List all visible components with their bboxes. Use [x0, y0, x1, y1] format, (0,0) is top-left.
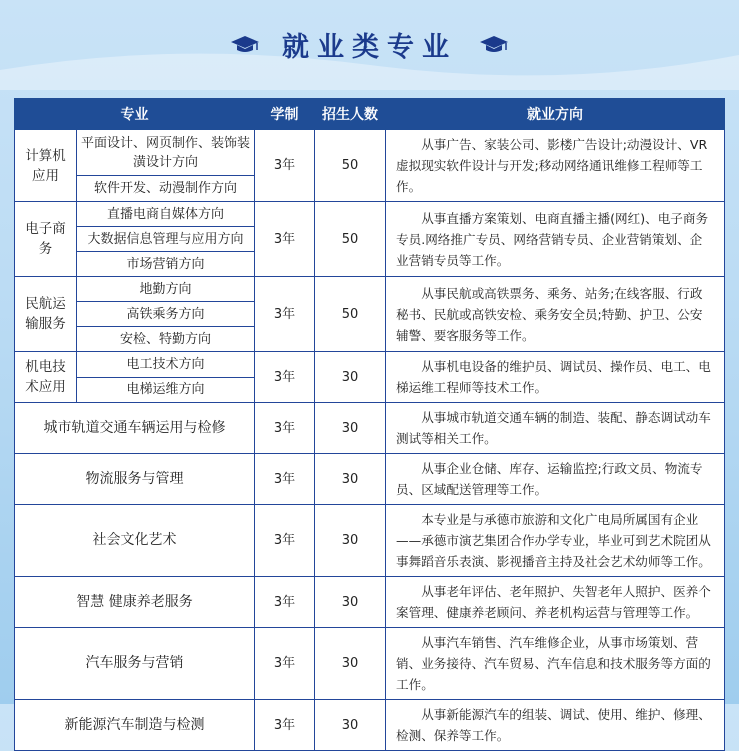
table-row — [15, 352, 725, 378]
count-cell: 30 — [315, 577, 386, 628]
employment-cell: 从事广告、家装公司、影楼广告设计;动漫设计、VR虚拟现实软件设计与开发;移动网络通讯维修工程师等工作。 — [386, 130, 725, 202]
count-cell: 50 — [315, 202, 386, 277]
count-cell: 30 — [315, 628, 386, 700]
direction-cell: 电梯运维方向 — [77, 377, 255, 403]
major-name: 汽车服务与营销 — [15, 628, 255, 700]
major-name: 城市轨道交通车辆运用与检修 — [15, 403, 255, 454]
table-row — [15, 277, 725, 302]
direction-cell: 软件开发、动漫制作方向 — [77, 176, 255, 202]
major-name: 机电技术应用 — [15, 352, 77, 403]
direction-cell: 安检、特勤方向 — [77, 327, 255, 352]
majors-table — [14, 98, 725, 751]
count-cell: 30 — [315, 454, 386, 505]
direction-cell: 直播电商自媒体方向 — [77, 202, 255, 227]
direction-cell: 地勤方向 — [77, 277, 255, 302]
table-row — [15, 505, 725, 577]
graduation-cap-icon — [479, 34, 509, 54]
count-cell: 30 — [315, 403, 386, 454]
count-cell: 30 — [315, 505, 386, 577]
employment-cell: 从事机电设备的维护员、调试员、操作员、电工、电梯运维工程师等技术工作。 — [386, 352, 725, 403]
table-header-row — [15, 99, 725, 130]
header-years: 学制 — [255, 99, 315, 130]
table-row — [15, 577, 725, 628]
count-cell: 30 — [315, 352, 386, 403]
years-cell: 3年 — [255, 577, 315, 628]
count-cell: 50 — [315, 130, 386, 202]
employment-cell: 本专业是与承德市旅游和文化广电局所属国有企业——承德市演艺集团合作办学专业，毕业可到艺术院团从事舞蹈音乐表演、影视播音主持及社会艺术幼师等工作。 — [386, 505, 725, 577]
major-name: 新能源汽车制造与检测 — [15, 700, 255, 751]
years-cell: 3年 — [255, 700, 315, 751]
employment-cell: 从事民航或高铁票务、乘务、站务;在线客服、行政秘书、民航或高铁安检、乘务安全员;特勤、护卫、公安辅警、要客服务等工作。 — [386, 277, 725, 352]
graduation-cap-icon — [230, 34, 260, 54]
years-cell: 3年 — [255, 130, 315, 202]
header-count: 招生人数 — [315, 99, 386, 130]
major-name: 社会文化艺术 — [15, 505, 255, 577]
major-name: 民航运输服务 — [15, 277, 77, 352]
employment-cell: 从事企业仓储、库存、运输监控;行政文员、物流专员、区域配送管理等工作。 — [386, 454, 725, 505]
major-name: 计算机应用 — [15, 130, 77, 202]
major-name: 电子商务 — [15, 202, 77, 277]
direction-cell: 高铁乘务方向 — [77, 302, 255, 327]
table-row — [15, 403, 725, 454]
years-cell: 3年 — [255, 352, 315, 403]
header-major: 专业 — [15, 99, 255, 130]
major-name: 智慧 健康养老服务 — [15, 577, 255, 628]
table-row — [15, 454, 725, 505]
table-row — [15, 700, 725, 751]
employment-cell: 从事城市轨道交通车辆的制造、装配、静态调试动车测试等相关工作。 — [386, 403, 725, 454]
years-cell: 3年 — [255, 628, 315, 700]
years-cell: 3年 — [255, 277, 315, 352]
direction-cell: 市场营销方向 — [77, 252, 255, 277]
table-row — [15, 130, 725, 176]
employment-cell: 从事直播方案策划、电商直播主播(网红)、电子商务专员.网络推广专员、网络营销专员、企业营销策划、企业营销专员等工作。 — [386, 202, 725, 277]
majors-table-wrapper — [14, 98, 724, 751]
table-row — [15, 628, 725, 700]
employment-cell: 从事新能源汽车的组装、调试、使用、维护、修理、检测、保养等工作。 — [386, 700, 725, 751]
major-name: 物流服务与管理 — [15, 454, 255, 505]
years-cell: 3年 — [255, 454, 315, 505]
years-cell: 3年 — [255, 505, 315, 577]
page-title: 就业类专业 — [282, 31, 457, 63]
direction-cell: 平面设计、网页制作、装饰装潢设计方向 — [77, 130, 255, 176]
page-header — [0, 0, 739, 88]
employment-cell: 从事老年评估、老年照护、失智老年人照护、医养个案管理、健康养老顾问、养老机构运营与管理等工作。 — [386, 577, 725, 628]
employment-cell: 从事汽车销售、汽车维修企业，从事市场策划、营销、业务接待、汽车贸易、汽车信息和技术服务等方面的工作。 — [386, 628, 725, 700]
years-cell: 3年 — [255, 403, 315, 454]
count-cell: 30 — [315, 700, 386, 751]
direction-cell: 大数据信息管理与应用方向 — [77, 227, 255, 252]
years-cell: 3年 — [255, 202, 315, 277]
table-row — [15, 202, 725, 227]
count-cell: 50 — [315, 277, 386, 352]
direction-cell: 电工技术方向 — [77, 352, 255, 378]
header-employment: 就业方向 — [386, 99, 725, 130]
